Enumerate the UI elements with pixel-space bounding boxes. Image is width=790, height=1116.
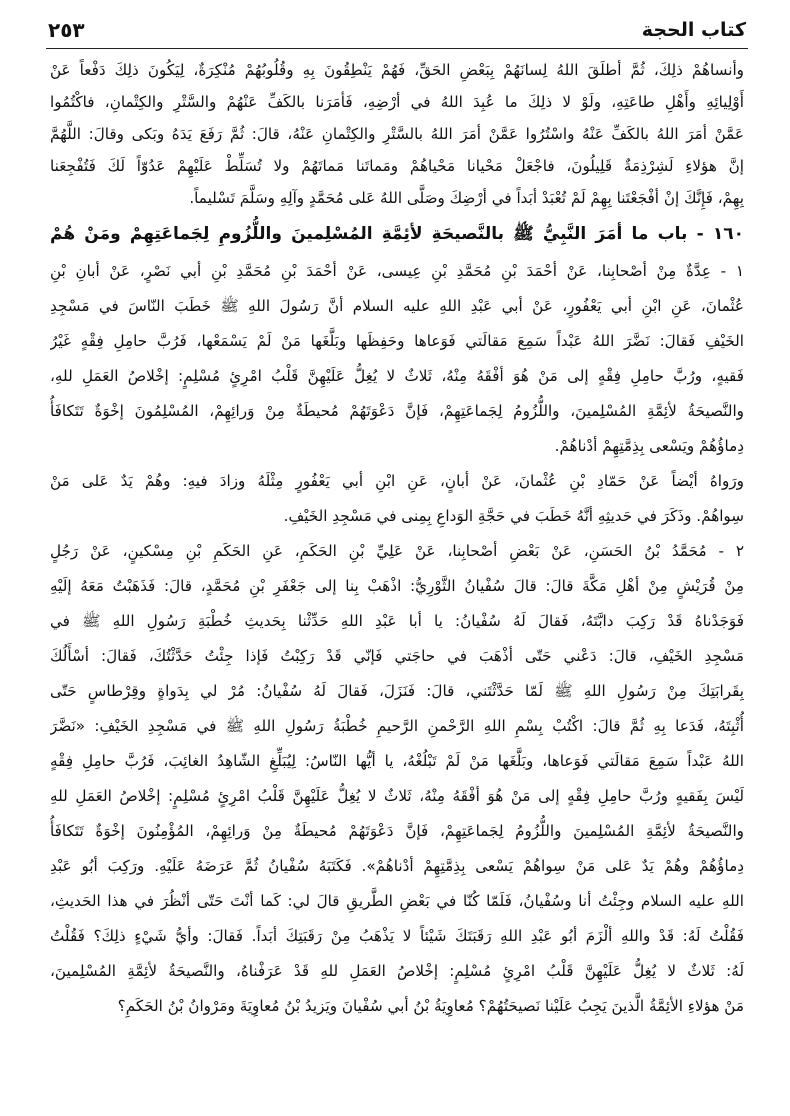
- running-header: [48, 14, 746, 46]
- header-rule: [46, 48, 748, 49]
- text-line: بِهِمْ، فَإِنَّكَ إنْ أفْجَعْتَنا بِهِمْ لَمْ تُعْبَدْ أبَداً في أرْضِكَ وصَلَّى اللهُ عَلى مُحَمَّدٍ وآلِهِ وسَلَّمَ تَسْليماً.: [189, 189, 744, 207]
- text-line: فَقيهٍ، ورُبَّ حامِلِ فِقْهٍ إلى مَنْ هُوَ أفْقَهُ مِنْهُ، ثَلاثٌ لا يُغِلُّ عَلَيْهِنَّ قَلْبُ امْرِئٍ مُسْلِمٍ: إخْلاصُ العَمَلِ للهِ،: [50, 367, 744, 385]
- text-line: والنَّصيحَةُ لأئِمَّةِ المُسْلِمينَ، واللُّزُومُ لِجَماعَتِهِمْ، فَإنَّ دَعْوَتَهُمْ مُحيطَةٌ مِنْ وَرائِهِمْ، المُسْلِمُونَ إخْوَةٌ تَتَكافَأُ: [50, 402, 744, 420]
- text-line: والنَّصيحَةُ لأئِمَّةِ المُسْلِمينَ واللُّزُومُ لِجَماعَتِهِمْ، فَإنَّ دَعْوَتَهُمْ مُحيطَةٌ مِنْ وَرائِهِمْ، المُؤْمِنُونَ إخْوَةٌ تَتَكافَأُ: [50, 822, 744, 840]
- text-line: اللهِ عليه السلام وجِئْتُ أنا وسُفْيانُ، فَلَمّا كُنّا في بَعْضِ الطَّريقِ قالَ لي: كَما أنْتَ حَتّى أنْظُرَ في هذا الحَديثِ،: [50, 892, 744, 910]
- text-line: دِماؤُهُمْ ويَسْعى بِذِمَّتِهِمْ أدْناهُمْ.: [554, 437, 744, 455]
- text-line: لَهُ: ثَلاثٌ لا يُغِلُّ عَلَيْهِنَّ قَلْبُ امْرِئٍ مُسْلِمٍ: إخْلاصُ العَمَلِ للهِ قَدْ عَرَفْناهُ، والنَّصيحَةُ لأئِمَّةِ المُسْلِمينَ،: [50, 962, 744, 980]
- text-line: عُثْمانَ، عَنِ ابْنِ أبي يَعْفُورٍ، عَنْ أبي عَبْدِ اللهِ عليه السلام أنَّ رَسُولَ اللهِ ﷺ خَطَبَ النّاسَ في مَسْجِدِ: [50, 297, 744, 315]
- text-line: فَوَجَدْناهُ قَدْ رَكِبَ دابَّتَهُ، فَقالَ لَهُ سُفْيانُ: يا أبا عَبْدِ اللهِ حَدِّثْنا بِحَديثِ خُطْبَةِ رَسُولِ اللهِ ﷺ في: [50, 612, 744, 630]
- text-line: سِواهُمْ. وذَكَرَ في حَديثِهِ أنَّهُ خَطَبَ في حَجَّةِ الوَداعِ بِمِنى في مَسْجِدِ الخَيْفِ.: [283, 507, 744, 525]
- hadith-text: [50, 254, 744, 1024]
- text-line: مَنْ هؤلاءِ الأئِمَّةُ الَّذينَ يَجِبُ عَلَيْنا نَصيحَتُهُمْ؟ مُعاوِيَةُ بْنُ أبي سُفْيانَ ويَزيدُ بْنُ مُعاوِيَةَ ومَرْوانُ بْنُ الحَكَمِ؟: [117, 997, 744, 1015]
- text-line: إنَّ هؤلاءِ لَشِرْذِمَةٌ قَلِيلُونَ، فاجْعَلْ مَحْيانا مَحْياهُمْ ومَماتَنا مَماتَهُمْ ولا تُسَلِّطْ عَلَيْهِمْ عَدُوّاً لَكَ فَتُفْجِعَنا: [50, 157, 744, 175]
- book-title: كتاب الحجة: [641, 19, 746, 41]
- text-line: ٢ - مُحَمَّدُ بْنُ الحَسَنِ، عَنْ بَعْضِ أصْحابِنا، عَنْ عَلِيِّ بْنِ الحَكَمِ، عَنِ الحَكَمِ بْنِ مِسْكينٍ، عَنْ رَجُلٍ: [50, 542, 744, 560]
- text-line: دِماؤُهُمْ وهُمْ يَدٌ عَلى مَنْ سِواهُمْ يَسْعى بِذِمَّتِهِمْ أدْناهُمْ». فَكَتَبَهُ سُفْيانُ ثُمَّ عَرَضَهُ عَلَيْهِ. ورَكِبَ أبُو عَبْدِ: [50, 857, 744, 875]
- text-line: مِنْ قُرَيْشٍ مِنْ أهْلِ مَكَّةَ قالَ: قالَ سُفْيانُ الثَّوْرِيُّ: اذْهَبْ بِنا إلى جَعْفَرِ بْنِ مُحَمَّدٍ، قالَ: فَذَهَبْتُ مَعَهُ إلَيْهِ: [50, 577, 744, 595]
- text-line: الخَيْفِ فَقالَ: نَضَّرَ اللهُ عَبْداً سَمِعَ مَقالَتي فَوَعاها وحَفِظَها وبَلَّغَها مَنْ لَمْ يَسْمَعْها، فَرُبَّ حامِلِ فِقْهٍ غَيْرُ: [50, 332, 744, 350]
- text-line: لَيْسَ بِفَقيهٍ ورُبَّ حامِلِ فِقْهٍ إلى مَنْ هُوَ أفْقَهُ مِنْهُ، ثَلاثٌ لا يُغِلُّ عَلَيْهِنَّ قَلْبُ امْرِئٍ مُسْلِمٍ: إخْلاصُ العَمَلِ للهِ: [50, 787, 744, 805]
- text-line: عَمَّنْ أمَرَ اللهُ بالكَفِّ عَنْهُ واسْتُرُوا عَمَّنْ أمَرَ اللهُ بالسَّتْرِ والكِتْمانِ عَنْهُ، قالَ: ثُمَّ رَفَعَ يَدَهُ وبَكى وقالَ: اللَّهُمَّ: [50, 125, 744, 143]
- text-line: مَسْجِدِ الخَيْفِ، قالَ: دَعْني حَتّى أذْهَبَ في حاجَتي فَإنّي قَدْ رَكِبْتُ فَإذا جِئْتُ حَدَّثْتُكَ، فَقالَ: أسْأَلُكَ: [50, 647, 744, 665]
- text-line: أُثْبِتَهُ، فَدَعا بِهِ ثُمَّ قالَ: اكْتُبْ بِسْمِ اللهِ الرَّحْمنِ الرَّحيمِ خُطْبَةُ رَسُولِ اللهِ ﷺ في مَسْجِدِ الخَيْفِ: «نَضَّرَ: [50, 717, 744, 735]
- text-line: فَقُلْتُ لَهُ: قَدْ واللهِ ألْزَمَ أبُو عَبْدِ اللهِ رَقَبَتَكَ شَيْئاً لا يَذْهَبُ مِنْ رَقَبَتِكَ أبَداً. فَقالَ: وأيُّ شَيْءٍ ذلِكَ؟ فَقُلْتُ: [50, 927, 744, 945]
- continuation-paragraph: [50, 54, 744, 214]
- text-line: أَوْلِيائِهِ وأَهْلِ طاعَتِهِ، ولَوْ لا ذلِكَ ما عُبِدَ اللهُ في أرْضِهِ، فَأمَرَنا بالكَفِّ عَنْهُمْ والسَّتْرِ والكِتْمانِ، فاكْتُمُوا: [50, 93, 744, 111]
- text-line: اللهُ عَبْداً سَمِعَ مَقالَتي فَوَعاها، وبَلَّغَها مَنْ لَمْ تَبْلُغْهُ، يا أيُّها النّاسُ: لِيُبَلِّغِ الشّاهِدُ الغائِبَ، فَرُبَّ حامِلِ فِقْهٍ: [50, 752, 744, 770]
- text-line: وأنساهُمْ ذلِكَ، ثُمَّ أطلَقَ اللهُ لِسانَهُمْ بِبَعْضِ الحَقِّ، فَهُمْ يَنْطِقُونَ بِهِ وقُلُوبُهُمْ مُنْكِرَةٌ، لِيَكُونَ ذلِكَ دَفْعاً عَنْ: [50, 61, 744, 79]
- text-line: ١ - عِدَّةٌ مِنْ أصْحابِنا، عَنْ أحْمَدَ بْنِ مُحَمَّدِ بْنِ عِيسى، عَنْ أحْمَدَ بْنِ مُحَمَّدِ بْنِ أبي نَصْرٍ، عَنْ أبانِ بْنِ: [50, 262, 744, 280]
- text-line: ورَواهُ أيْضاً عَنْ حَمّادِ بْنِ عُثْمانَ، عَنْ أبانٍ، عَنِ ابْنِ أبي يَعْفُورٍ مِثْلَهُ وزادَ فيهِ: وهُمْ يَدٌ عَلى مَنْ: [50, 472, 744, 490]
- text-line: بِقَرابَتِكَ مِنْ رَسُولِ اللهِ ﷺ لَمّا حَدَّثْتَني، قالَ: فَنَزَلَ، فَقالَ لَهُ سُفْيانُ: مُرْ لي بِدَواةٍ وقِرْطاسٍ حَتّى: [50, 682, 744, 700]
- page-number: ٢٥٣: [48, 18, 85, 42]
- page-body: [50, 54, 744, 1024]
- chapter-heading: ١٦٠ - باب ما أمَرَ النَّبِيُّ ﷺ بالنَّصيحَةِ لأئِمَّةِ المُسْلِمينَ واللُّزُومِ لِجَماعَتِهِمْ ومَنْ هُمْ: [50, 224, 744, 244]
